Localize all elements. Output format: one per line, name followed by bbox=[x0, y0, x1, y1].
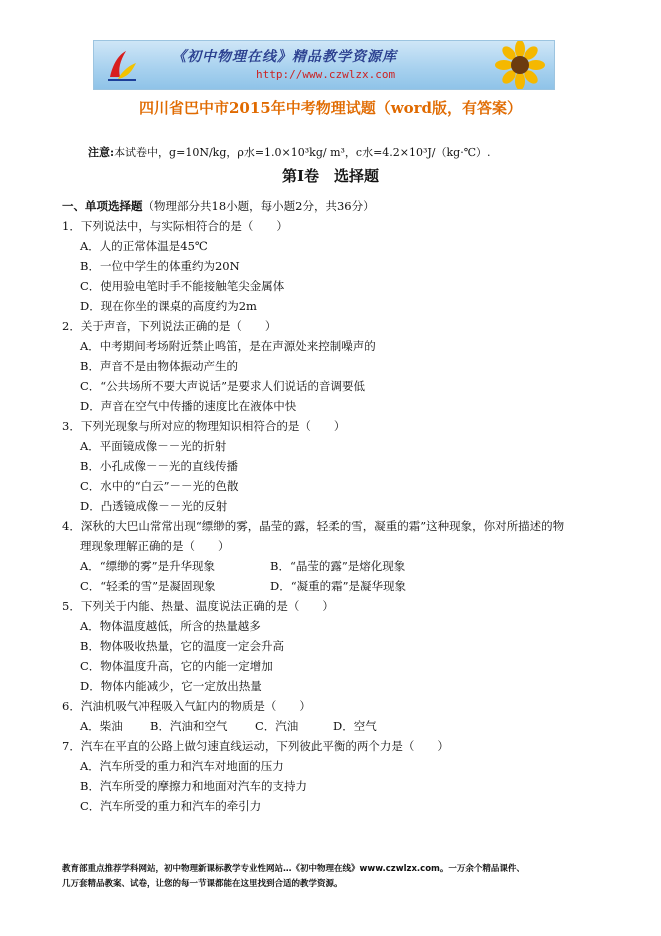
document-title: 四川省巴中市2015年中考物理试题（word版，有答案） bbox=[138, 99, 523, 117]
option-row: A．柴油 B．汽油和空气 C．汽油 D．空气 bbox=[80, 719, 377, 733]
option: B．一位中学生的体重约为20N bbox=[80, 259, 240, 273]
option: A．中考期间考场附近禁止鸣笛，是在声源处来控制噪声的 bbox=[80, 339, 376, 353]
part-title: 第Ⅰ卷 选择题 bbox=[281, 167, 380, 185]
option: C．物体温度升高，它的内能一定增加 bbox=[80, 659, 273, 673]
option: A．平面镜成像－－光的折射 bbox=[80, 439, 227, 453]
option: C．“公共场所不要大声说话”是要求人们说话的音调要低 bbox=[80, 379, 366, 393]
header-banner bbox=[93, 40, 555, 90]
option: D．凸透镜成像－－光的反射 bbox=[80, 499, 228, 513]
footer-line: 几万套精品教案、试卷，让您的每一节课都能在这里找到合适的教学资源。 bbox=[62, 879, 343, 889]
note-text: 本试卷中，g=10N/kg，ρ水=1.0×10³kg/ m³，c水=4.2×10³J/（kg·℃）. bbox=[114, 146, 491, 159]
option: C．水中的“白云”－－光的色散 bbox=[80, 479, 239, 493]
question-stem-continued: 理现象理解正确的是（ ） bbox=[80, 539, 230, 553]
option: A．物体温度越低，所含的热量越多 bbox=[80, 619, 261, 633]
option: C．使用验电笔时手不能接触笔尖金属体 bbox=[80, 279, 285, 293]
option: B．物体吸收热量，它的温度一定会升高 bbox=[80, 639, 284, 653]
option: B．声音不是由物体振动产生的 bbox=[80, 359, 238, 373]
question-stem: 7．汽车在平直的公路上做匀速直线运动，下列彼此平衡的两个力是（ ） bbox=[62, 739, 449, 753]
question-stem: 4．深秋的大巴山常常出现“缥缈的雾，晶莹的露，轻柔的雪，凝重的霜”这种现象，你对所描述的物 bbox=[62, 519, 565, 533]
page-footer bbox=[62, 862, 622, 892]
exam-note bbox=[88, 144, 491, 160]
banner-url: http://www.czwlzx.com bbox=[256, 68, 396, 81]
option: C．汽车所受的重力和汽车的牵引力 bbox=[80, 799, 262, 813]
note-label: 注意: bbox=[88, 146, 115, 159]
option: D．声音在空气中传播的速度比在液体中快 bbox=[80, 399, 297, 413]
option: D．物体内能减少，它一定放出热量 bbox=[80, 679, 262, 693]
option-row: A．“缥缈的雾”是升华现象 B．“晶莹的露”是熔化现象 bbox=[80, 559, 406, 573]
site-logo-icon bbox=[104, 47, 140, 83]
section-heading: 一、单项选择题（物理部分共18小题，每小题2分，共36分） bbox=[62, 199, 375, 213]
question-stem: 6．汽油机吸气冲程吸入气缸内的物质是（ ） bbox=[62, 699, 311, 713]
option: D．现在你坐的课桌的高度约为2m bbox=[80, 299, 257, 313]
sunflower-icon bbox=[490, 41, 550, 89]
banner-site-title: 《初中物理在线》精品教学资源库 bbox=[172, 49, 397, 65]
option: A．人的正常体温是45℃ bbox=[80, 239, 208, 253]
option: A．汽车所受的重力和汽车对地面的压力 bbox=[80, 759, 284, 773]
option-row: C．“轻柔的雪”是凝固现象 D．“凝重的霜”是凝华现象 bbox=[80, 579, 406, 593]
question-stem: 3．下列光现象与所对应的物理知识相符合的是（ ） bbox=[62, 419, 346, 433]
option: B．汽车所受的摩擦力和地面对汽车的支持力 bbox=[80, 779, 307, 793]
question-stem: 5．下列关于内能、热量、温度说法正确的是（ ） bbox=[62, 599, 334, 613]
question-stem: 1．下列说法中，与实际相符合的是（ ） bbox=[62, 219, 288, 233]
question-stem: 2．关于声音，下列说法正确的是（ ） bbox=[62, 319, 277, 333]
option: B．小孔成像－－光的直线传播 bbox=[80, 459, 238, 473]
footer-line: 教育部重点推荐学科网站，初中物理新课标教学专业性网站…《初中物理在线》www.czwlzx.com。一万余个精品课件、 bbox=[62, 864, 525, 874]
